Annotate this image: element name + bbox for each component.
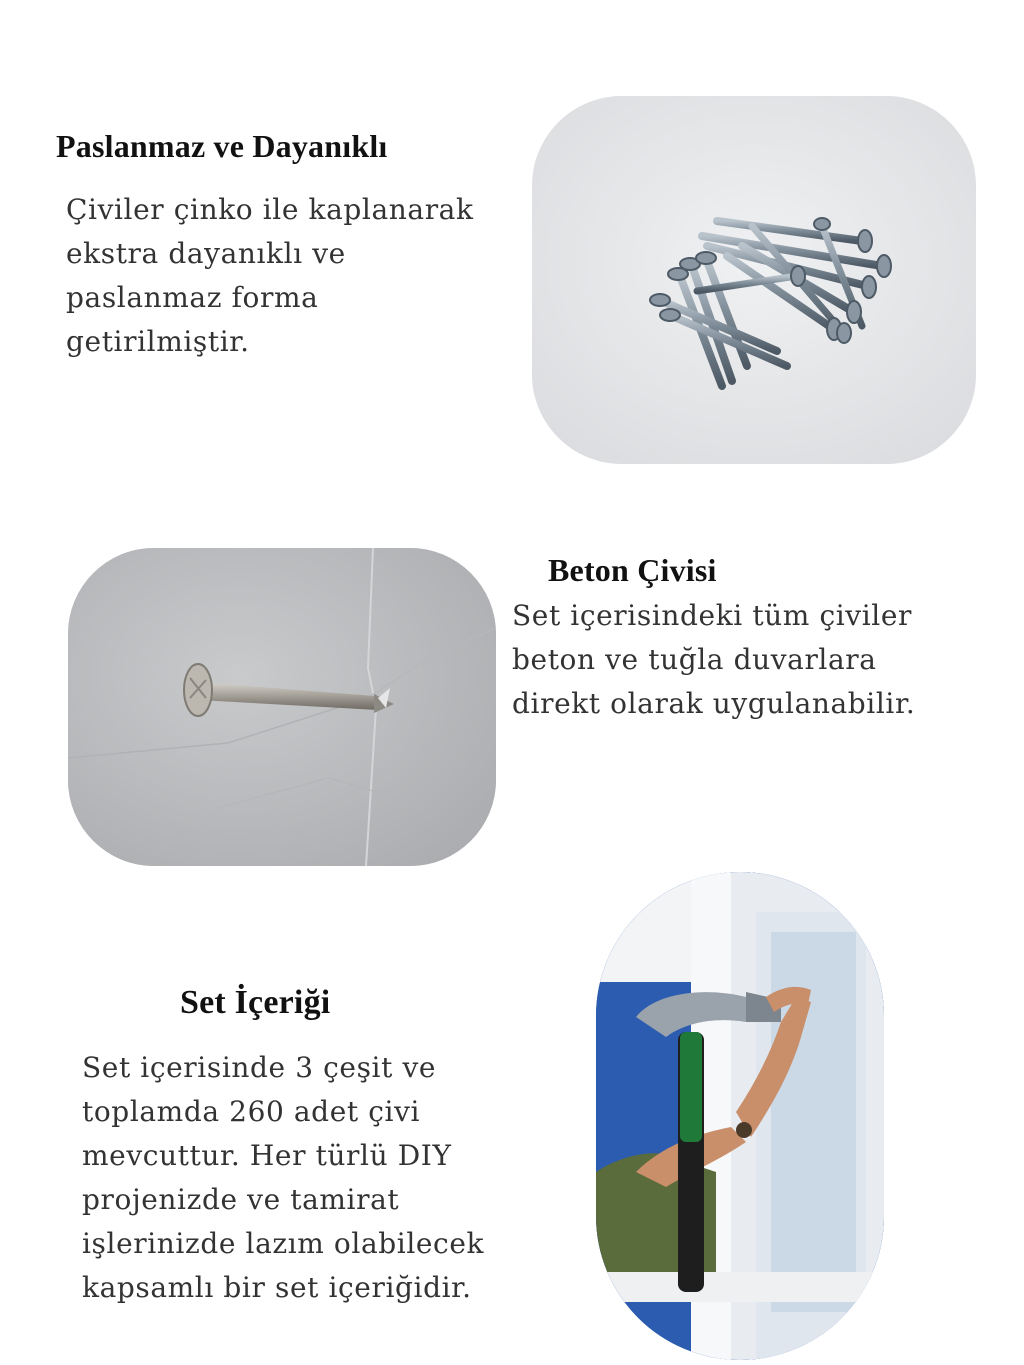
hammer-window-photo <box>596 872 884 1360</box>
section-description <box>82 1046 484 1310</box>
description-line: Set içerisinde 3 çeşit ve <box>82 1051 437 1084</box>
section-title: Paslanmaz ve Dayanıklı <box>56 128 388 164</box>
description-line: direkt olarak uygulanabilir. <box>512 687 916 720</box>
description-line: paslanmaz forma <box>66 281 319 314</box>
description-line: beton ve tuğla duvarlara <box>512 643 877 676</box>
description-line: projenizde ve tamirat <box>82 1183 400 1216</box>
description-line: getirilmiştir. <box>66 325 250 358</box>
section-description <box>512 594 915 726</box>
nail-in-concrete-photo <box>68 548 496 866</box>
nail-pile-photo <box>532 96 976 464</box>
description-line: mevcuttur. Her türlü DIY <box>82 1139 452 1172</box>
nail-in-concrete-icon <box>68 548 496 866</box>
description-line: Çiviler çinko ile kaplanarak <box>66 193 474 226</box>
section-description <box>66 188 474 364</box>
hammer-window-frame-icon <box>596 872 884 1360</box>
description-line: kapsamlı bir set içeriğidir. <box>82 1271 472 1304</box>
description-line: Set içerisindeki tüm çiviler <box>512 599 912 632</box>
section-title: Beton Çivisi <box>548 552 717 588</box>
nail-pile-icon <box>532 96 976 464</box>
description-line: işlerinizde lazım olabilecek <box>82 1227 485 1260</box>
section-title: Set İçeriği <box>180 984 331 1021</box>
description-line: ekstra dayanıklı ve <box>66 237 346 270</box>
description-line: toplamda 260 adet çivi <box>82 1095 421 1128</box>
